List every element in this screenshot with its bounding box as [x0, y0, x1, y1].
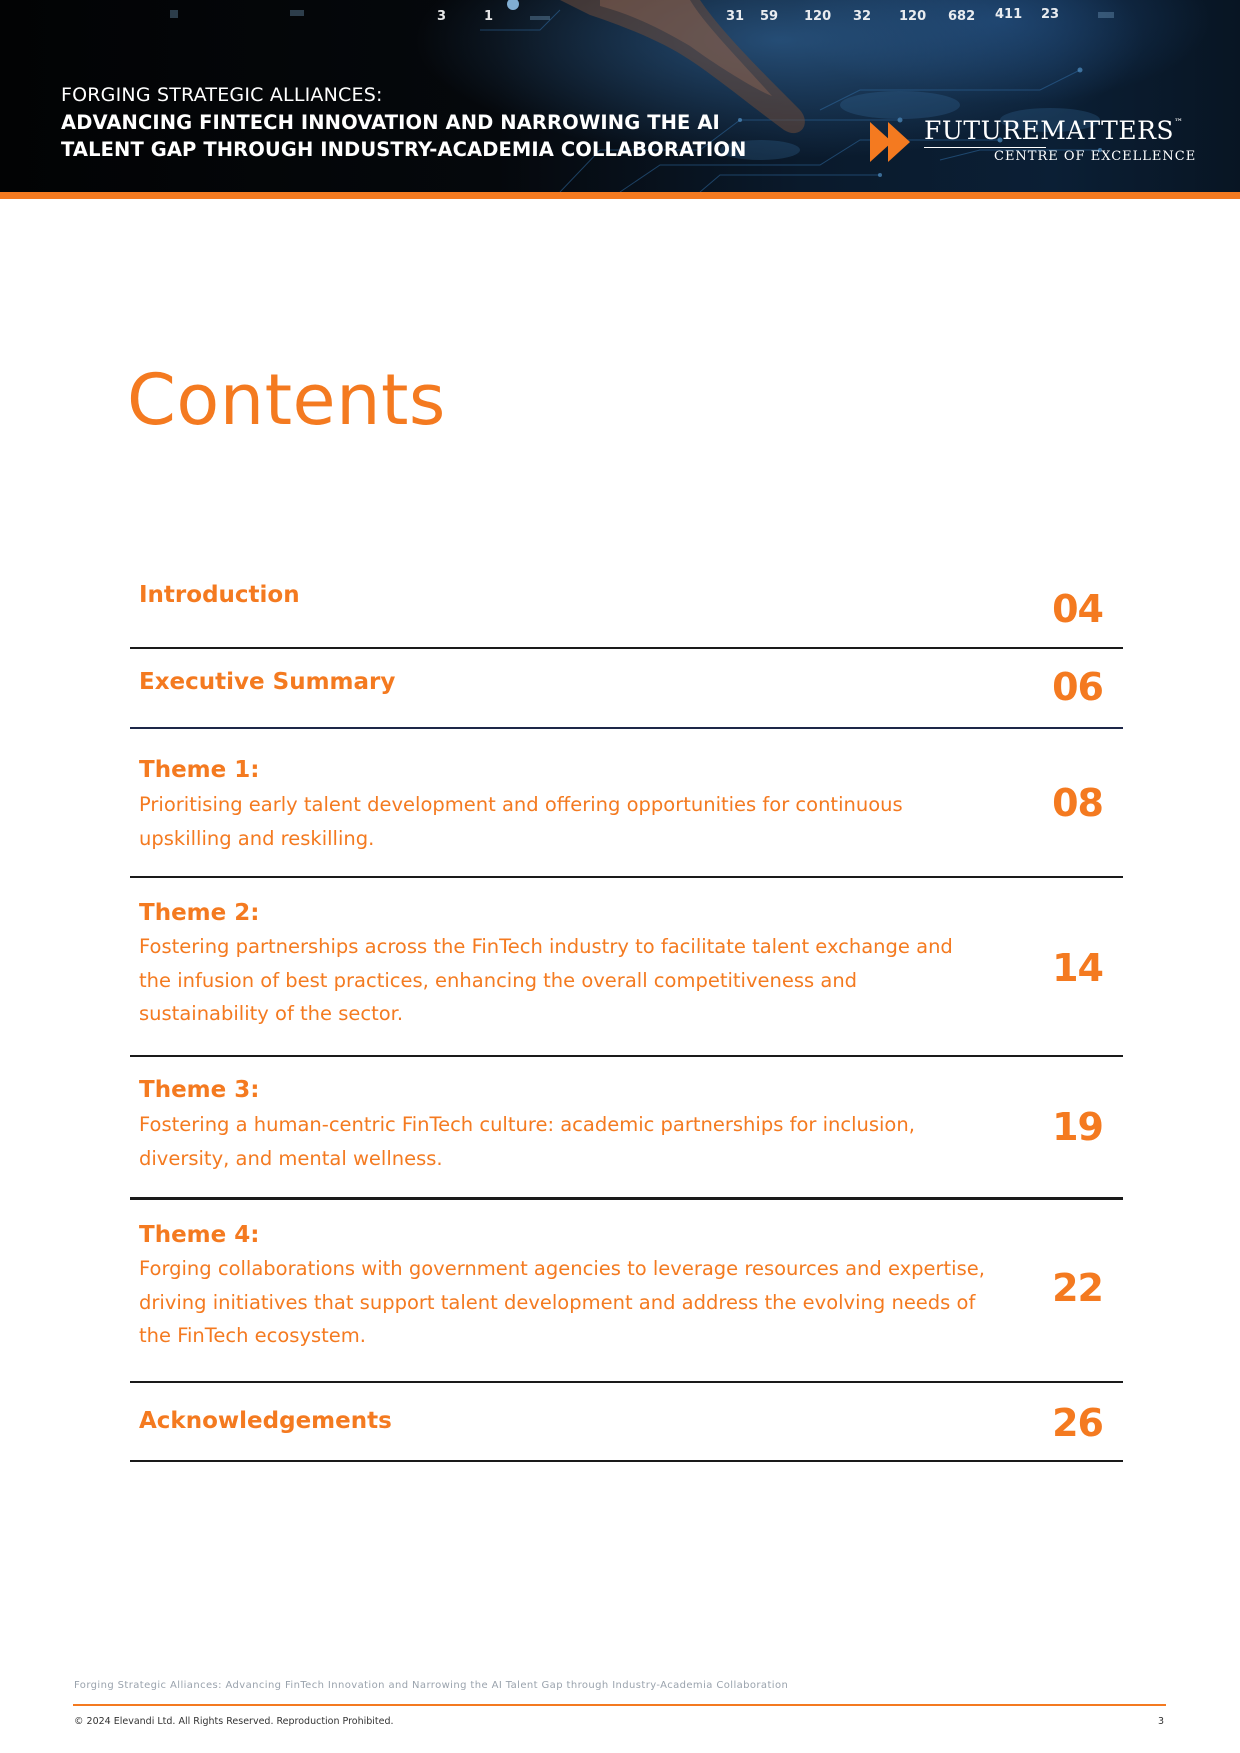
toc-entry-page: 06	[1052, 665, 1103, 709]
banner-number: 59	[760, 9, 779, 24]
toc-entry-heading: Acknowledgements	[139, 1408, 392, 1434]
banner-number: 682	[948, 9, 976, 24]
toc-entry-heading: Introduction	[139, 582, 300, 608]
toc-entry-description: Fostering a human-centric FinTech culture: academic partnerships for inclusion, diversity, and mental wellness.	[139, 1113, 915, 1170]
toc-entry-theme-4[interactable]	[130, 1200, 1123, 1383]
logo-wordmark	[924, 116, 1184, 145]
toc-entry-introduction[interactable]	[130, 562, 1123, 649]
toc-entry-description: Prioritising early talent development and offering opportunities for continuous upskilling and reskilling.	[139, 793, 903, 850]
toc-entry-page: 22	[1052, 1266, 1103, 1310]
footer-copyright: © 2024 Elevandi Ltd. All Rights Reserved. Reproduction Prohibited.	[74, 1716, 394, 1727]
toc-entry-theme-1[interactable]	[130, 729, 1123, 878]
logo-wordmark-text: FUTUREMATTERS	[924, 116, 1175, 145]
toc-entry-page: 19	[1052, 1105, 1103, 1149]
toc-entry-page: 26	[1052, 1401, 1103, 1445]
toc-entry-description: Fostering partnerships across the FinTech industry to facilitate talent exchange and the infusion of best practices, enhancing the overall competitiveness and sustainability of the sector.	[139, 935, 953, 1025]
toc-entry-executive-summary[interactable]	[130, 649, 1123, 729]
banner-number: 411	[995, 7, 1023, 22]
logo-rule	[924, 147, 1046, 148]
header-banner	[0, 0, 1240, 192]
banner-number: 1	[484, 9, 494, 24]
toc-entry-heading: Theme 1:	[139, 757, 260, 783]
toc-entry-description: Forging collaborations with government agencies to leverage resources and expertise, driving initiatives that support talent development and address the evolving needs of the FinTech ecosystem.	[139, 1257, 985, 1347]
fast-forward-icon	[870, 122, 916, 162]
toc-entry-page: 04	[1052, 587, 1103, 631]
footer-page-number: 3	[1157, 1716, 1164, 1727]
toc-entry-page: 14	[1052, 946, 1103, 990]
footer-report-title: Forging Strategic Alliances: Advancing FinTech Innovation and Narrowing the AI Talent Gap through Industry-Academia Collaboration	[74, 1680, 789, 1691]
toc-entry-theme-3[interactable]	[130, 1057, 1123, 1200]
toc-entry-heading: Theme 2:	[139, 900, 260, 926]
report-title-kicker: FORGING STRATEGIC ALLIANCES:	[61, 84, 383, 106]
toc-entry-page: 08	[1052, 781, 1103, 825]
toc-entry-theme-2[interactable]	[130, 878, 1123, 1057]
logo-trademark: ™	[1174, 118, 1184, 128]
banner-number: 120	[899, 9, 927, 24]
banner-number: 3	[437, 9, 447, 24]
report-title	[61, 82, 746, 163]
page-title: Contents	[127, 359, 446, 441]
report-title-line-2: TALENT GAP THROUGH INDUSTRY-ACADEMIA COLLABORATION	[61, 138, 747, 161]
toc-entry-heading: Theme 4:	[139, 1222, 260, 1248]
banner-number: 31	[726, 9, 745, 24]
toc-entry-heading: Executive Summary	[139, 669, 396, 695]
banner-accent-bar	[0, 192, 1240, 199]
logo-subtitle: CENTRE OF EXCELLENCE	[994, 149, 1197, 164]
banner-number: 120	[804, 9, 832, 24]
toc-entry-heading: Theme 3:	[139, 1077, 260, 1103]
banner-number: 32	[853, 9, 872, 24]
report-title-line-1: ADVANCING FINTECH INNOVATION AND NARROWING THE AI	[61, 111, 720, 134]
toc-entry-acknowledgements[interactable]	[130, 1383, 1123, 1462]
banner-number: 23	[1041, 7, 1060, 22]
footer-rule	[73, 1704, 1166, 1706]
futurematters-logo	[870, 116, 1197, 168]
